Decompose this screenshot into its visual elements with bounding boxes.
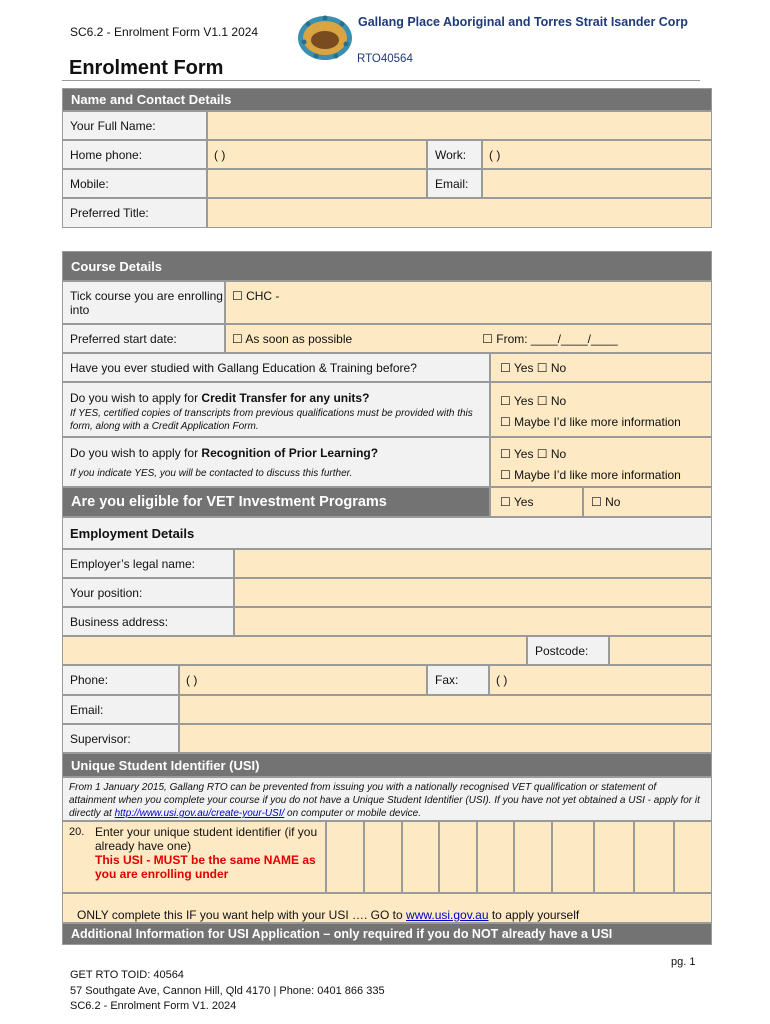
work-phone-label: Work: xyxy=(427,140,482,169)
start-date-label: Preferred start date: xyxy=(62,324,225,353)
asap-checkbox[interactable]: ☐ As soon as possible xyxy=(232,331,353,346)
page-number: pg. 1 xyxy=(671,956,696,968)
rpl-note: If you indicate YES, you will be contacted to discuss this further. xyxy=(70,468,353,479)
vet-yes-checkbox[interactable]: ☐ Yes xyxy=(490,487,583,517)
credit-yes-no[interactable]: ☐ Yes ☐ No xyxy=(500,394,567,408)
usi-help-text: ONLY complete this IF you want help with your USI …. GO to xyxy=(77,908,407,922)
usi-char-box[interactable] xyxy=(552,821,594,893)
course-chc-checkbox[interactable]: ☐ CHC - xyxy=(225,281,712,324)
employer-phone-field[interactable]: ( ) xyxy=(179,665,427,695)
preferred-title-field[interactable] xyxy=(207,198,712,228)
usi-gov-link[interactable]: www.usi.gov.au xyxy=(406,908,489,922)
credit-transfer-options[interactable] xyxy=(490,382,712,437)
page-title: Enrolment Form xyxy=(69,57,224,79)
usi-intro-text: From 1 January 2015, Gallang RTO can be prevented from issuing you with a nationally recognised VET qualification or statement of attainment when you complete your course if you do not have a Unique Student Identifier (USI). If you have not yet obtained a USI - apply for it directly at xyxy=(69,782,700,819)
rpl-yes-no[interactable]: ☐ Yes ☐ No xyxy=(500,447,567,461)
usi-char-box[interactable] xyxy=(674,821,712,893)
additional-usi-info-heading: Additional Information for USI Application – only required if you do NOT already have a USI xyxy=(62,923,712,945)
usi-name-warning: This USI - MUST be the same NAME as you are enrolling under xyxy=(95,853,316,881)
usi-char-box[interactable] xyxy=(326,821,364,893)
document-id: SC6.2 - Enrolment Form V1.1 2024 xyxy=(70,25,259,39)
section-header-course: Course Details xyxy=(62,251,712,281)
credit-transfer-question xyxy=(62,382,490,437)
usi-char-box[interactable] xyxy=(477,821,514,893)
rpl-options[interactable] xyxy=(490,437,712,487)
postcode-field[interactable] xyxy=(609,636,712,665)
usi-char-box[interactable] xyxy=(514,821,552,893)
section-header-employment: Employment Details xyxy=(62,517,712,549)
work-phone-field[interactable]: ( ) xyxy=(482,140,712,169)
rto-code: RTO40564 xyxy=(357,53,413,65)
section-header-name-contact: Name and Contact Details xyxy=(62,88,712,111)
usi-char-box[interactable] xyxy=(364,821,402,893)
business-address-label: Business address: xyxy=(62,607,234,636)
usi-char-box[interactable] xyxy=(439,821,477,893)
title-divider xyxy=(62,80,700,81)
usi-intro xyxy=(62,777,712,821)
tick-course-label: Tick course you are enrolling into xyxy=(62,281,225,324)
organisation-logo xyxy=(296,14,354,62)
credit-transfer-note: If YES, certified copies of transcripts from previous qualifications must be provided with this form, along with a Credit Application Form. xyxy=(70,408,473,432)
supervisor-label: Supervisor: xyxy=(62,724,179,753)
footer-toid: GET RTO TOID: 40564 xyxy=(70,969,184,981)
preferred-title-label: Preferred Title: xyxy=(62,198,207,228)
studied-before-question: Have you ever studied with Gallang Education & Training before? xyxy=(62,353,490,382)
usi-item-number: 20. xyxy=(69,826,85,838)
employer-email-field[interactable] xyxy=(179,695,712,724)
from-date-checkbox[interactable]: ☐ From: ____/____/____ xyxy=(482,331,618,346)
home-phone-field[interactable]: ( ) xyxy=(207,140,427,169)
vet-investment-heading: Are you eligible for VET Investment Programs xyxy=(62,487,490,517)
usi-create-link[interactable]: http://www.usi.gov.au/create-your-USI/ xyxy=(114,808,285,819)
email-label: Email: xyxy=(427,169,482,198)
supervisor-field[interactable] xyxy=(179,724,712,753)
business-address-field[interactable] xyxy=(234,607,712,636)
full-name-label: Your Full Name: xyxy=(62,111,207,140)
credit-question-text: Do you wish to apply for xyxy=(70,391,202,405)
rpl-question-bold: Recognition of Prior Learning? xyxy=(201,446,379,460)
section-header-usi xyxy=(62,753,712,777)
credit-maybe-checkbox[interactable]: ☐ Maybe I’d like more information xyxy=(500,415,681,429)
usi-help-row xyxy=(62,893,712,923)
fax-field[interactable]: ( ) xyxy=(489,665,712,695)
full-name-field[interactable] xyxy=(207,111,712,140)
organisation-name: Gallang Place Aboriginal and Torres Strait Isander Corp xyxy=(358,15,688,29)
home-phone-label: Home phone: xyxy=(62,140,207,169)
usi-char-box[interactable] xyxy=(594,821,634,893)
rpl-question xyxy=(62,437,490,487)
mobile-field[interactable] xyxy=(207,169,427,198)
employer-label: Employer’s legal name: xyxy=(62,549,234,578)
usi-entry-instructions xyxy=(62,821,326,893)
business-address-line2-field[interactable] xyxy=(62,636,527,665)
employer-email-label: Email: xyxy=(62,695,179,724)
position-label: Your position: xyxy=(62,578,234,607)
position-field[interactable] xyxy=(234,578,712,607)
employer-field[interactable] xyxy=(234,549,712,578)
rpl-question-text: Do you wish to apply for xyxy=(70,446,202,460)
footer-doc-id: SC6.2 - Enrolment Form V1. 2024 xyxy=(70,1000,237,1012)
usi-item-text: Enter your unique student identifier (if you already have one) xyxy=(95,825,318,853)
usi-char-box[interactable] xyxy=(402,821,439,893)
usi-char-box[interactable] xyxy=(634,821,674,893)
footer-address: 57 Southgate Ave, Cannon Hill, Qld 4170 | Phone: 0401 866 335 xyxy=(70,985,385,997)
rpl-maybe-checkbox[interactable]: ☐ Maybe I’d like more information xyxy=(500,468,681,482)
usi-intro-end: on computer or mobile device. xyxy=(284,808,422,819)
start-date-field[interactable] xyxy=(225,324,712,353)
studied-before-yes-no[interactable]: ☐ Yes ☐ No xyxy=(490,353,712,382)
usi-heading-text: Unique Student Identifier (USI) xyxy=(71,757,260,773)
email-field[interactable] xyxy=(482,169,712,198)
usi-help-end: to apply yourself xyxy=(488,908,580,922)
fax-label: Fax: xyxy=(427,665,489,695)
mobile-label: Mobile: xyxy=(62,169,207,198)
employer-phone-label: Phone: xyxy=(62,665,179,695)
postcode-label: Postcode: xyxy=(527,636,609,665)
credit-question-bold: Credit Transfer for any units? xyxy=(201,391,370,405)
vet-no-checkbox[interactable]: ☐ No xyxy=(583,487,712,517)
